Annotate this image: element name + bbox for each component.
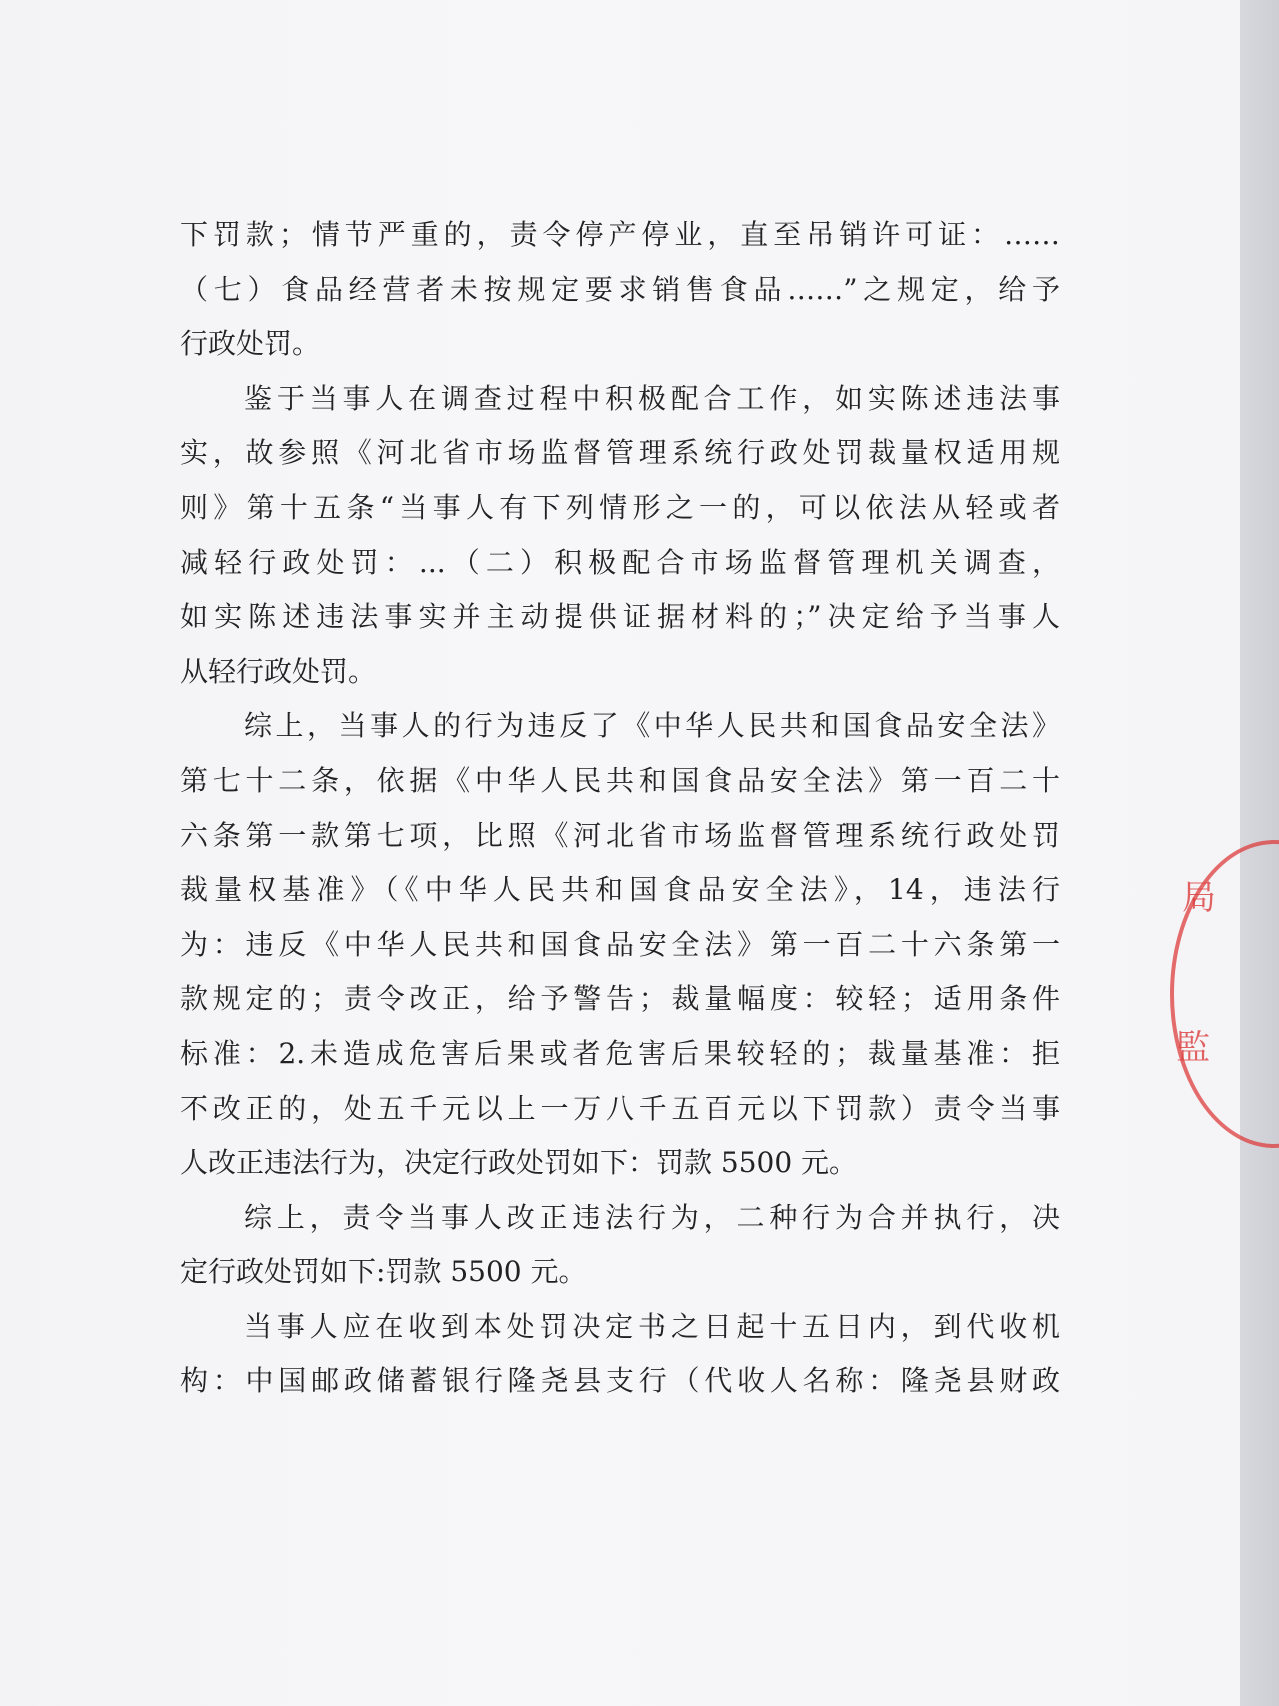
seal-char-top: 局 bbox=[1182, 878, 1216, 918]
text-line: 从轻行政处罚。 bbox=[180, 654, 377, 688]
text-line: 减轻行政处罚：...（二）积极配合市场监督管理机关调查， bbox=[180, 545, 1060, 579]
seal-char-bottom: 監 bbox=[1176, 1028, 1210, 1068]
text-line: 下罚款；情节严重的，责令停产停业，直至吊销许可证：…… bbox=[180, 218, 1060, 251]
text-line: 定行政处罚如下:罚款 5500 元。 bbox=[180, 1255, 587, 1289]
text-line: 综上，责令当事人改正违法行为，二种行为合并执行，决 bbox=[244, 1200, 1060, 1234]
text-line: 六条第一款第七项，比照《河北省市场监督管理系统行政处罚 bbox=[180, 818, 1060, 852]
text-line: 鉴于当事人在调查过程中积极配合工作，如实陈述违法事 bbox=[244, 381, 1060, 415]
text-line: 综上，当事人的行为违反了《中华人民共和国食品安全法》 bbox=[244, 709, 1060, 743]
text-line: 标准：2.未造成危害后果或者危害后果较轻的；裁量基准：拒 bbox=[180, 1036, 1060, 1070]
text-line: 构：中国邮政储蓄银行隆尧县支行（代收人名称：隆尧县财政 bbox=[180, 1364, 1060, 1398]
text-line: 第七十二条，依据《中华人民共和国食品安全法》第一百二十 bbox=[180, 763, 1060, 797]
text-line: 款规定的；责令改正，给予警告；裁量幅度：较轻；适用条件 bbox=[180, 982, 1060, 1016]
text-line: 则》第十五条“当事人有下列情形之一的，可以依法从轻或者 bbox=[180, 490, 1060, 524]
text-line: 实，故参照《河北省市场监督管理系统行政处罚裁量权适用规 bbox=[180, 436, 1060, 470]
text-line: 行政处罚。 bbox=[180, 327, 321, 361]
text-line: 如实陈述违法事实并主动提供证据材料的；”决定给予当事人 bbox=[180, 600, 1060, 634]
text-line: 人改正违法行为，决定行政处罚如下：罚款 5500 元。 bbox=[180, 1146, 858, 1180]
text-line: 裁量权基准》（《中华人民共和国食品安全法》，14，违法行 bbox=[180, 873, 1060, 907]
text-line: 为：违反《中华人民共和国食品安全法》第一百二十六条第一 bbox=[180, 927, 1060, 961]
document-text-body bbox=[180, 208, 1060, 1409]
text-line: 当事人应在收到本处罚决定书之日起十五日内，到代收机 bbox=[244, 1309, 1060, 1343]
text-line: 不改正的，处五千元以上一万八千五百元以下罚款）责令当事 bbox=[180, 1091, 1060, 1125]
text-line: （七）食品经营者未按规定要求销售食品……”之规定，给予 bbox=[180, 272, 1060, 306]
